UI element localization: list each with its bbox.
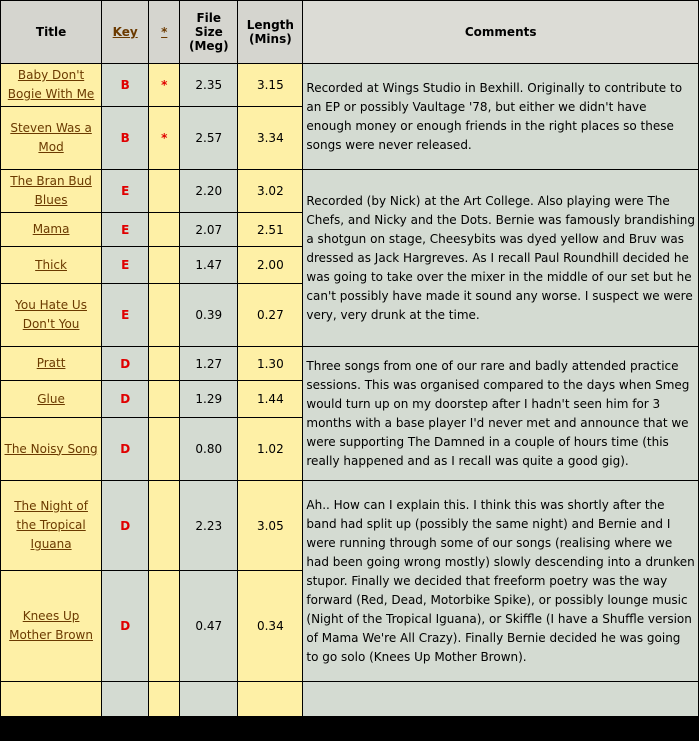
key-cell: E	[102, 284, 148, 346]
star-cell	[149, 381, 179, 417]
empty-cell	[149, 682, 179, 716]
table-row	[1, 170, 698, 212]
title-cell	[1, 170, 101, 212]
length-cell: 0.27	[238, 284, 302, 346]
title-cell	[1, 418, 101, 480]
key-cell: B	[102, 64, 148, 106]
empty-cell	[1, 682, 101, 716]
star-cell	[149, 284, 179, 346]
song-link[interactable]: The Noisy Song	[4, 441, 98, 456]
song-link[interactable]: Knees Up Mother Brown	[9, 609, 93, 642]
star-link[interactable]: *	[161, 25, 168, 39]
length-cell: 3.34	[238, 107, 302, 169]
title-cell	[1, 481, 101, 570]
size-cell: 1.47	[180, 247, 237, 283]
size-cell: 2.23	[180, 481, 237, 570]
header-comments: Comments	[303, 1, 698, 63]
title-cell	[1, 213, 101, 246]
key-cell: B	[102, 107, 148, 169]
size-cell: 1.29	[180, 381, 237, 417]
song-link[interactable]: Baby Don't Bogie With Me	[7, 68, 95, 101]
title-cell	[1, 247, 101, 283]
empty-cell	[102, 682, 148, 716]
size-cell: 2.35	[180, 64, 237, 106]
size-cell: 1.27	[180, 347, 237, 380]
title-cell	[1, 347, 101, 380]
key-cell: D	[102, 571, 148, 681]
title-cell	[1, 381, 101, 417]
star-cell	[149, 418, 179, 480]
comment-cell: Recorded (by Nick) at the Art College. Also playing were The Chefs, and Nicky and the Dots. Bernie was famously brandishing a shotgun on stage, Cheesybits was dyed yellow and Bruv was dressed as Jack Hargreves. As I recall Paul Roundhill decided he was going to take over the mixer in the middle of our set but he can't possibly have made it sound any worse. I suspect we were very, very drunk at the time.	[303, 170, 698, 346]
size-cell: 2.57	[180, 107, 237, 169]
table-row	[1, 64, 698, 106]
title-cell	[1, 107, 101, 169]
song-link[interactable]: The Bran Bud Blues	[10, 174, 92, 207]
song-link[interactable]: Glue	[37, 391, 65, 406]
size-cell: 2.07	[180, 213, 237, 246]
length-cell: 3.05	[238, 481, 302, 570]
length-cell: 2.00	[238, 247, 302, 283]
title-cell	[1, 64, 101, 106]
header-title: Title	[1, 1, 101, 63]
song-link[interactable]: Mama	[32, 222, 70, 236]
comment-cell: Three songs from one of our rare and badly attended practice sessions. This was organised compared to the days when Smeg would turn up on my doorstep after I hadn't seen him for 3 months with a base player I'd never met and announce that we were supporting The Damned in a couple of hours time (this really happened and as I recall was quite a good gig).	[303, 347, 698, 480]
header-length: Length (Mins)	[238, 1, 302, 63]
star-cell	[149, 571, 179, 681]
song-link[interactable]: Steven Was a Mod	[10, 121, 92, 154]
star-cell	[149, 170, 179, 212]
empty-cell	[238, 682, 302, 716]
star-cell	[149, 213, 179, 246]
key-cell: E	[102, 213, 148, 246]
length-cell: 3.15	[238, 64, 302, 106]
size-cell: 0.39	[180, 284, 237, 346]
key-cell: E	[102, 170, 148, 212]
length-cell: 2.51	[238, 213, 302, 246]
table-row	[1, 347, 698, 380]
empty-row	[1, 682, 698, 716]
key-cell: D	[102, 381, 148, 417]
key-cell: D	[102, 418, 148, 480]
song-link[interactable]: Thick	[35, 257, 67, 272]
length-cell: 1.30	[238, 347, 302, 380]
comment-cell: Recorded at Wings Studio in Bexhill. Originally to contribute to an EP or possibly Vaultage '78, but either we didn't have enough money or enough friends in the right places so these songs were never released.	[303, 64, 698, 169]
song-link[interactable]: You Hate Us Don't You	[15, 298, 87, 331]
length-cell: 1.02	[238, 418, 302, 480]
title-cell	[1, 571, 101, 681]
header-size: File Size (Meg)	[180, 1, 237, 63]
length-cell: 1.44	[238, 381, 302, 417]
length-cell: 0.34	[238, 571, 302, 681]
title-cell	[1, 284, 101, 346]
empty-cell	[303, 682, 698, 716]
key-cell: D	[102, 481, 148, 570]
length-cell: 3.02	[238, 170, 302, 212]
song-link[interactable]: Pratt	[36, 356, 66, 370]
song-link[interactable]: The Night of the Tropical Iguana	[14, 499, 88, 551]
size-cell: 0.80	[180, 418, 237, 480]
star-cell	[149, 347, 179, 380]
star-cell: *	[149, 64, 179, 106]
comment-cell: Ah.. How can I explain this. I think this was shortly after the band had split up (possibly the same night) and Bernie and I were running through some of our songs (realising where we had been going wrong mostly) slowly descending into a drunken stupor. Finally we decided that freeform poetry was the way forward (Red, Dead, Motorbike Spike), or possibly lounge music (Night of the Tropical Iguana), or Skiffle (I have a Shuffle version of Mama We're All Crazy). Finally Bernie decided he was going to go solo (Knees Up Mother Brown).	[303, 481, 698, 681]
empty-cell	[180, 682, 237, 716]
header-row	[1, 1, 698, 63]
size-cell: 0.47	[180, 571, 237, 681]
key-cell: D	[102, 347, 148, 380]
size-cell: 2.20	[180, 170, 237, 212]
key-link[interactable]: Key	[112, 25, 138, 39]
header-key	[102, 1, 148, 63]
header-star	[149, 1, 179, 63]
star-cell	[149, 481, 179, 570]
table-row	[1, 481, 698, 570]
star-cell: *	[149, 107, 179, 169]
star-cell	[149, 247, 179, 283]
key-cell: E	[102, 247, 148, 283]
